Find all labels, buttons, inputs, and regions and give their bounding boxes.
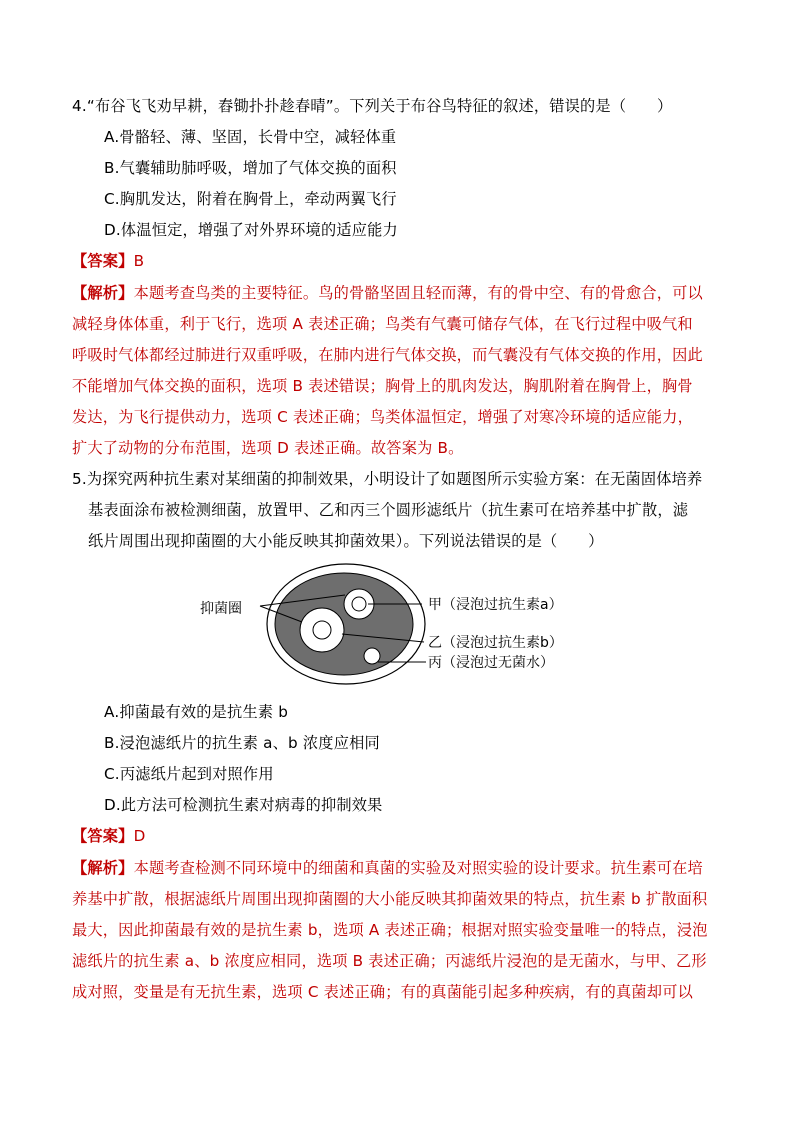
q5-answer-value: D xyxy=(133,827,146,845)
q5-analysis-line-1 xyxy=(72,858,703,878)
filter-paper-yi xyxy=(313,621,331,639)
q5-analysis-line-3: 最大，因此抑菌最有效的是抗生素 b，选项 A 表述正确；根据对照实验变量唯一的特点，浸泡 xyxy=(72,921,708,939)
q5-stem-line-3: 纸片周围出现抑菌圈的大小能反映其抑菌效果）。下列说法错误的是（ ） xyxy=(88,532,604,550)
q4-analysis-line-4: 不能增加气体交换的面积，选项 B 表述错误；胸骨上的肌肉发达，胸肌附着在胸骨上，胸骨 xyxy=(72,377,693,395)
label-yi: 乙（浸泡过抗生素b） xyxy=(428,635,563,651)
q4-analysis-line-3: 呼吸时气体都经过肺进行双重呼吸，在肺内进行气体交换，而气囊没有气体交换的作用，因此 xyxy=(72,346,703,364)
q5-stem-line-1: 5.为探究两种抗生素对某细菌的抑制效果，小明设计了如题图所示实验方案：在无菌固体培养 xyxy=(72,470,703,488)
filter-paper-bing xyxy=(364,648,380,664)
q4-analysis-line-1 xyxy=(72,283,703,303)
q4-answer xyxy=(72,251,144,271)
label-inhibition-zone: 抑菌圈 xyxy=(200,601,242,617)
q5-analysis-line-5: 成对照，变量是有无抗生素，选项 C 表述正确；有的真菌能引起多种疾病，有的真菌却可以 xyxy=(72,983,693,1001)
q5-analysis-label: 【解析】 xyxy=(72,859,134,877)
q5-stem-line-2: 基表面涂布被检测细菌，放置甲、乙和丙三个圆形滤纸片（抗生素可在培养基中扩散，滤 xyxy=(88,501,689,519)
q4-option-c: C.胸肌发达，附着在胸骨上，牵动两翼飞行 xyxy=(104,190,397,208)
q5-analysis-line-2: 养基中扩散，根据滤纸片周围出现抑菌圈的大小能反映其抑菌效果的特点，抗生素 b 扩散面积 xyxy=(72,890,708,908)
q4-option-b: B.气囊辅助肺呼吸，增加了气体交换的面积 xyxy=(104,159,397,177)
q5-option-d: D.此方法可检测抗生素对病毒的抑制效果 xyxy=(104,796,383,814)
q4-analysis-label: 【解析】 xyxy=(72,284,134,302)
q5-analysis-line-4: 滤纸片的抗生素 a、b 浓度应相同，选项 B 表述正确；丙滤纸片浸泡的是无菌水，与甲、乙形 xyxy=(72,952,707,970)
q4-answer-label: 【答案】 xyxy=(72,252,134,270)
q5-option-a: A.抑菌最有效的是抗生素 b xyxy=(104,703,289,721)
q4-stem: 4.“布谷飞飞劝早耕，舂锄扑扑趁春晴”。下列关于布谷鸟特征的叙述，错误的是（ ） xyxy=(72,97,673,115)
q5-option-b: B.浸泡滤纸片的抗生素 a、b 浓度应相同 xyxy=(104,734,380,752)
culture-medium xyxy=(275,573,413,675)
q4-option-d: D.体温恒定，增强了对外界环境的适应能力 xyxy=(104,221,398,239)
label-bing: 丙（浸泡过无菌水） xyxy=(428,655,554,671)
filter-paper-jia xyxy=(352,597,366,611)
petri-dish-figure xyxy=(190,560,610,690)
q4-analysis-line-5: 发达，为飞行提供动力，选项 C 表述正确；鸟类体温恒定，增强了对寒冷环境的适应能力， xyxy=(72,408,693,426)
q4-option-a: A.骨骼轻、薄、坚固，长骨中空，减轻体重 xyxy=(104,128,397,146)
q5-option-c: C.丙滤纸片起到对照作用 xyxy=(104,765,274,783)
label-jia: 甲（浸泡过抗生素a） xyxy=(428,597,563,613)
q5-analysis-text: 本题考查检测不同环境中的细菌和真菌的实验及对照实验的设计要求。抗生素可在培 xyxy=(133,859,703,877)
q4-analysis-line-6: 扩大了动物的分布范围，选项 D 表述正确。故答案为 B。 xyxy=(72,439,464,457)
q4-analysis-text: 本题考查鸟类的主要特征。鸟的骨骼坚固且轻而薄，有的骨中空、有的骨愈合，可以 xyxy=(133,284,703,302)
q4-analysis-line-2: 减轻身体体重，利于飞行，选项 A 表述正确；鸟类有气囊可储存气体，在飞行过程中吸气和 xyxy=(72,315,693,333)
q4-answer-value: B xyxy=(133,252,145,270)
q5-answer xyxy=(72,826,145,846)
q5-answer-label: 【答案】 xyxy=(72,827,134,845)
